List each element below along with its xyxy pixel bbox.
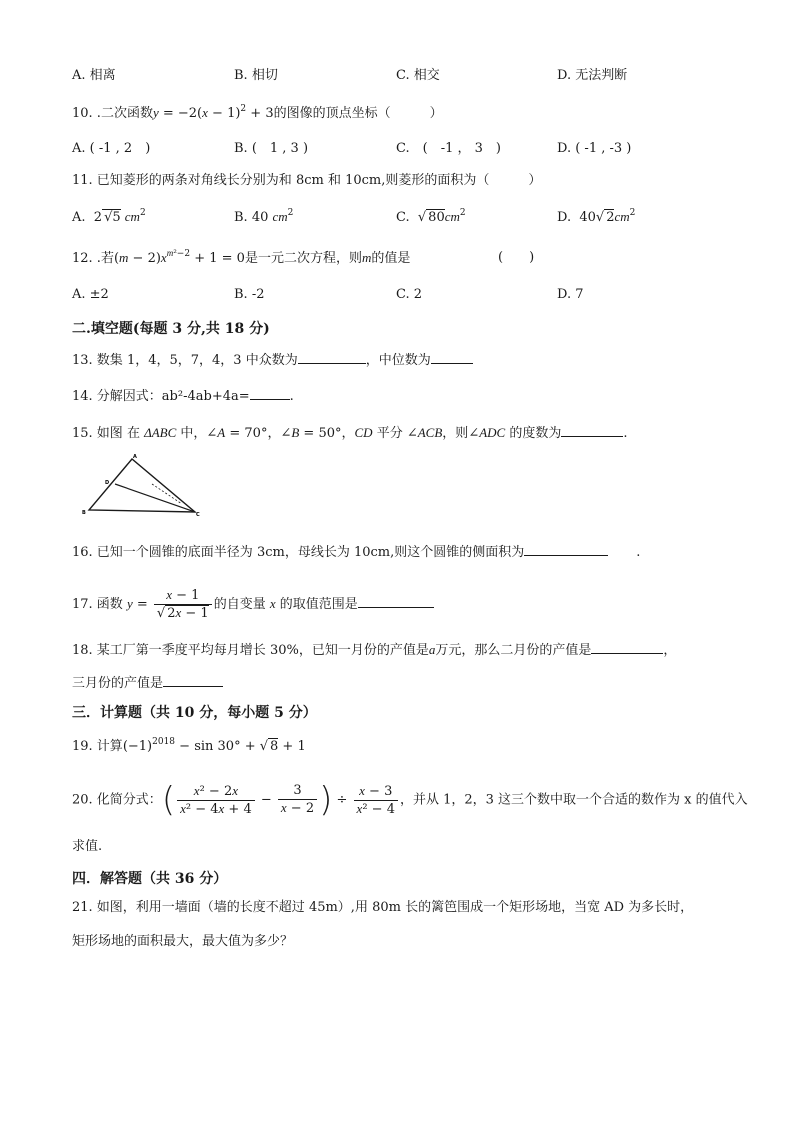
q11-option-c: C. √ $80cm^2$ — [396, 208, 466, 225]
q16-question: 16. 已知一个圆锥的底面半径为 3cm，母线长为 10cm,则这个圆锥的侧面积为 . — [72, 541, 640, 562]
q21-question-line1: 21. 如图，利用一墙面（墙的长度不超过 45m）,用 80m 长的篱笆围成一个矩形场地，当宽 AD 为多长时， — [72, 900, 694, 915]
q15-question: 15. 如图 在 ΔABC 中，∠A = 70°，∠B = 50°，CD 平分 ∠ACB，则∠ADC 的度数为 . — [72, 422, 628, 443]
label-b: B — [82, 510, 86, 516]
q14-question: 14. 分解因式：ab²-4ab+4a= . — [72, 385, 294, 406]
q18-question-line1: 18. 某工厂第一季度平均每月增长 30%，已知一月份的产值是a万元，那么二月份的产值是 ， — [72, 639, 676, 660]
section-answer-heading: 四．解答题（共 36 分） — [72, 871, 228, 887]
q17-question: 17. 函数 y = $\frac{x - 1}{√ 2x - 1}$ 的自变量 x 的取值范围是 — [72, 584, 434, 625]
q10-option-b: B. ( 1 , 3 ) — [234, 141, 309, 156]
q19-question: 19. 计算$(-1)^{2018} - \sin 30^\circ$ + √ 8 + 1 — [72, 737, 306, 754]
segment-cd — [115, 484, 195, 512]
q12-question: 12. .若$(m - 2)x^{m^2-2} + 1 = 0$是一元二次方程，则m的值是 — [72, 248, 411, 266]
q11-option-d: D. 40√ $2cm^2$ — [557, 208, 636, 225]
q11-option-b: B. 40 $cm^2$ — [234, 208, 294, 225]
q12-option-b: B. -2 — [234, 287, 265, 302]
q21-question-line2: 矩形场地的面积最大，最大值为多少？ — [72, 934, 294, 949]
q12-option-d: D. 7 — [557, 287, 584, 302]
q10-option-d: D. ( -1 , -3 ) — [557, 141, 632, 156]
q20-question-line2: 求值. — [72, 839, 103, 854]
section-fill-in-heading: 二.填空题(每题 3 分,共 18 分) — [72, 321, 270, 337]
q9-option-a: A. 相离 — [72, 68, 116, 83]
q18-question-line2: 三月份的产值是 — [72, 672, 223, 693]
section-calc-heading: 三．计算题（共 10 分，每小题 5 分） — [72, 705, 317, 721]
label-d: D — [105, 480, 110, 486]
q13-question: 13. 数集 1，4，5，7，4，3 中众数为 ，中位数为 — [72, 349, 473, 370]
q12-answer-paren: ( ) — [498, 250, 535, 265]
q10-question: 10. .二次函数$y = -2(x - 1)^2 + 3$的图像的顶点坐标（ ） — [72, 104, 443, 121]
label-a: A — [133, 454, 137, 460]
q9-option-d: D. 无法判断 — [557, 68, 628, 83]
label-c: C — [196, 512, 200, 518]
q9-option-b: B. 相切 — [234, 68, 278, 83]
q10-option-c: C. ( -1 ， 3 ) — [396, 141, 501, 156]
q11-option-a: A. 2 √5 $cm^2$ — [72, 208, 146, 225]
q12-option-a: A. ±2 — [72, 287, 109, 302]
q12-option-c: C. 2 — [396, 287, 423, 302]
q11-question: 11. 已知菱形的两条对角线长分别为和 8cm 和 10cm,则菱形的面积为（ ） — [72, 173, 542, 188]
dashed-segment — [152, 484, 182, 504]
q20-question-line1: 20. 化简分式：( $\frac{\text{x² − 2x}}{\text{x² − 4x + 4}}$ − $\frac{3}{x - 2}$ ) ÷ $\frac{x - 3}{\text{x² − 4}}$ ，并从 1，2，3 这三个数中取一个合适的数作为 x 的值代入 — [72, 780, 748, 820]
q9-option-c: C. 相交 — [396, 68, 440, 83]
triangle-figure — [82, 452, 207, 518]
q10-option-a: A. ( -1 , 2 ) — [72, 141, 151, 156]
